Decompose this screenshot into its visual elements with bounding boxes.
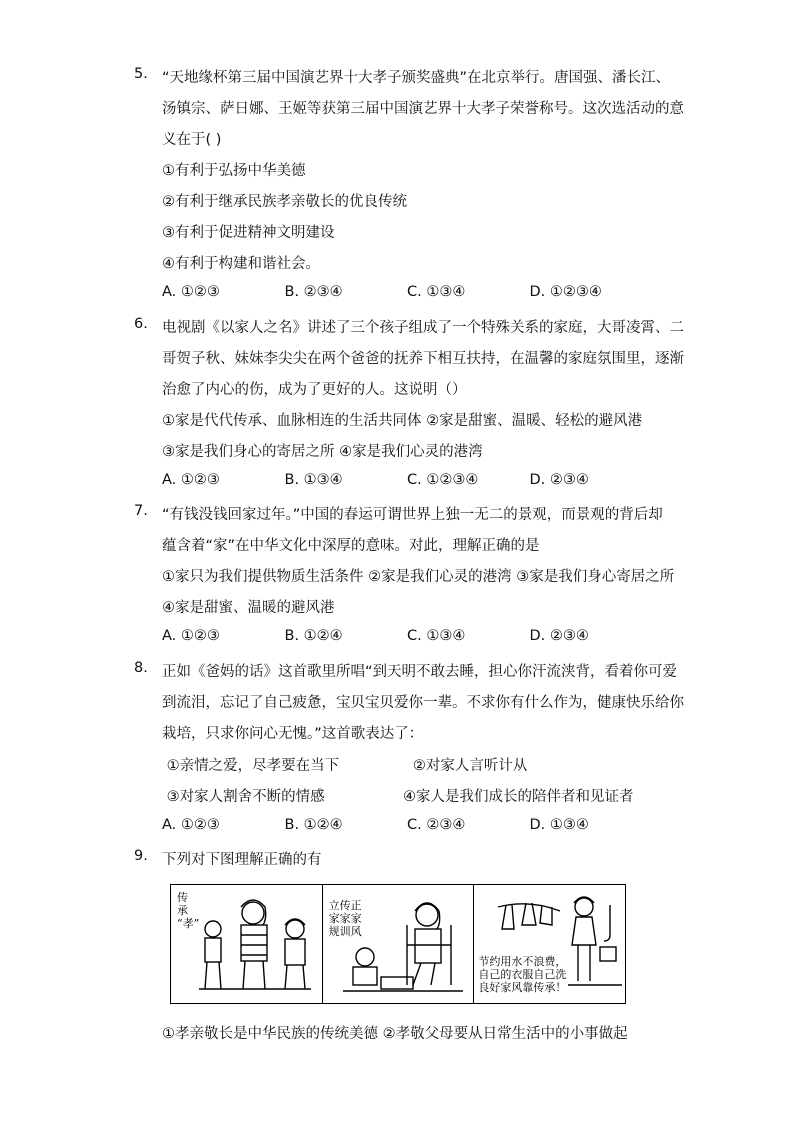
statement: ④有利于构建和谐社会。	[162, 256, 320, 272]
question-text: 汤镇宗、萨日娜、王姬等获第三届中国演艺界十大孝子荣誉称号。这次选活动的意	[162, 101, 684, 117]
question-text: “有钱没钱回家过年。”中国的春运可谓世界上独一无二的景观，而景观的背后却	[162, 507, 663, 523]
question-number: 9.	[134, 848, 148, 864]
panel-caption: 立传正 家家家 规训风	[328, 899, 362, 938]
statement: ①孝亲敬长是中华民族的传统美德 ②孝敬父母要从日常生活中的小事做起	[162, 1026, 628, 1042]
option-d: D. ②③④	[529, 628, 589, 644]
statement: ①家只为我们提供物质生活条件 ②家是我们心灵的港湾 ③家是我们身心寄居之所	[162, 569, 675, 585]
cartoon-panel-3	[474, 885, 625, 1003]
option-c: C. ①③④	[407, 284, 466, 300]
option-d: D. ①③④	[529, 817, 589, 833]
question-text: 蕴含着“家”在中华文化中深厚的意味。对此，理解正确的是	[162, 538, 540, 554]
cartoon-figure	[170, 884, 626, 1004]
option-d: D. ①②③④	[529, 284, 602, 300]
option-a: A. ①②③	[162, 472, 220, 488]
question-text: “天地缘杯第三届中国演艺界十大孝子颁奖盛典”在北京举行。唐国强、潘长江、	[162, 70, 671, 86]
question-text: 栽培，只求你问心无愧。”这首歌表达了：	[162, 726, 424, 742]
question-text: 电视剧《以家人之名》讲述了三个孩子组成了一个特殊关系的家庭，大哥凌霄、二	[162, 320, 684, 336]
question-text: 义在于( )	[162, 132, 222, 148]
question-number: 7.	[134, 503, 148, 519]
statement: ③有利于促进精神文明建设	[162, 225, 335, 241]
question-number: 5.	[134, 66, 148, 82]
option-a: A. ①②③	[162, 817, 220, 833]
panel-caption: 节约用水不浪费， 自己的衣服自己洗 良好家风靠传承！	[478, 955, 567, 994]
option-c: C. ①③④	[407, 628, 466, 644]
options	[162, 284, 652, 300]
option-b: B. ①③④	[284, 472, 343, 488]
option-a: A. ①②③	[162, 284, 220, 300]
laundry-illustration	[474, 885, 625, 1002]
cartoon-panel-1	[171, 885, 323, 1003]
statement: ②有利于继承民族孝亲敬长的优良传统	[162, 194, 407, 210]
question-number: 6.	[134, 316, 148, 332]
question-number: 8.	[134, 660, 148, 676]
options	[162, 472, 652, 488]
statement: ④家是甜蜜、温暖的避风港	[162, 600, 335, 616]
option-b: B. ①②④	[284, 628, 343, 644]
option-a: A. ①②③	[162, 628, 220, 644]
question-text: 哥贺子秋、妹妹李尖尖在两个爸爸的抚养下相互扶持，在温馨的家庭氛围里，逐渐	[162, 351, 684, 367]
panel-caption: 传 承 “孝”	[177, 891, 200, 930]
cartoon-panel-2	[323, 885, 475, 1003]
option-c: C. ②③④	[407, 817, 466, 833]
question-text: 正如《爸妈的话》这首歌里所唱“到天明不敢去睡，担心你汗流浃背，看着你可爱	[162, 664, 678, 680]
options	[162, 628, 652, 644]
family-illustration	[171, 885, 322, 1002]
option-c: C. ①②③④	[407, 472, 479, 488]
statement: ①有利于弘扬中华美德	[162, 163, 306, 179]
statement: ①家是代代传承、血脉相连的生活共同体 ②家是甜蜜、温暖、轻松的避风港	[162, 413, 643, 429]
statement: ①亲情之爱，尽孝要在当下 ②对家人言听计从	[162, 758, 528, 774]
washing-feet-illustration	[323, 885, 474, 1002]
option-b: B. ①②④	[284, 817, 343, 833]
options	[162, 817, 652, 833]
question-text: 下列对下图理解正确的有	[162, 852, 322, 868]
statement: ③对家人割舍不断的情感 ④家人是我们成长的陪伴者和见证者	[162, 789, 634, 805]
question-text: 到流泪，忘记了自己疲惫，宝贝宝贝爱你一辈。不求你有什么作为，健康快乐给你	[162, 695, 684, 711]
statement: ③家是我们身心的寄居之所 ④家是我们心灵的港湾	[162, 444, 483, 460]
option-d: D. ②③④	[529, 472, 589, 488]
question-text: 治愈了内心的伤，成为了更好的人。这说明（）	[162, 382, 467, 398]
option-b: B. ②③④	[284, 284, 343, 300]
